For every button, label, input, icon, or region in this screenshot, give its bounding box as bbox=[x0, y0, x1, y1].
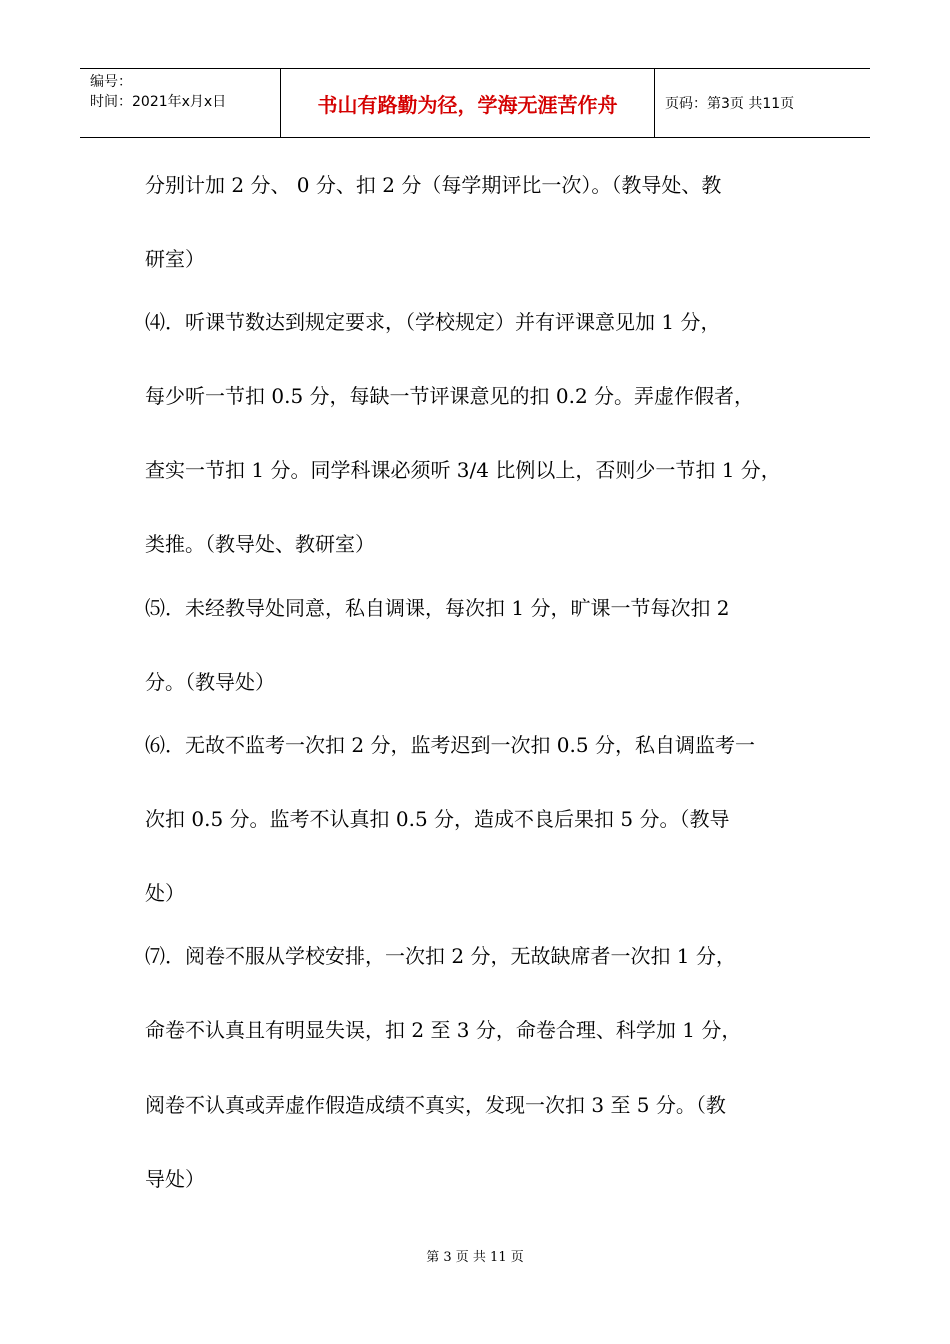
page-header bbox=[80, 68, 870, 138]
body-line: 处） bbox=[145, 881, 185, 905]
body-line: 命卷不认真且有明显失误，扣 2 至 3 分，命卷合理、科学加 1 分， bbox=[145, 1018, 742, 1042]
header-meta bbox=[80, 69, 281, 137]
header-motto: 书山有路勤为径，学海无涯苦作舟 bbox=[281, 69, 655, 137]
body-line: 每少听一节扣 0.5 分，每缺一节评课意见的扣 0.2 分。弄虚作假者， bbox=[145, 384, 755, 408]
header-page-info: 页码：第3页 共11页 bbox=[665, 96, 795, 112]
body-line: ⑸．未经教导处同意，私自调课，每次扣 1 分，旷课一节每次扣 2 bbox=[145, 596, 730, 620]
body-line: 阅卷不认真或弄虚作假造成绩不真实，发现一次扣 3 至 5 分。（教 bbox=[145, 1093, 726, 1117]
number-label: 编号： bbox=[90, 74, 132, 90]
body-line: ⑺．阅卷不服从学校安排，一次扣 2 分，无故缺席者一次扣 1 分， bbox=[145, 944, 736, 968]
time-label: 时间：2021年x月x日 bbox=[90, 94, 227, 110]
body-line: ⑷．听课节数达到规定要求，（学校规定）并有评课意见加 1 分， bbox=[145, 310, 721, 334]
body-line: ⑹．无故不监考一次扣 2 分，监考迟到一次扣 0.5 分，私自调监考一 bbox=[145, 733, 755, 757]
body-line: 次扣 0.5 分。监考不认真扣 0.5 分，造成不良后果扣 5 分。（教导 bbox=[145, 807, 730, 831]
body-line: 分别计加 2 分、 0 分、扣 2 分（每学期评比一次）。（教导处、教 bbox=[145, 173, 722, 197]
body-line: 导处） bbox=[145, 1167, 205, 1191]
body-line: 类推。（教导处、教研室） bbox=[145, 532, 375, 556]
body-line: 分。（教导处） bbox=[145, 670, 275, 694]
body-line: 研室） bbox=[145, 247, 205, 271]
page-footer: 第 3 页 共 11 页 bbox=[426, 1250, 524, 1265]
body-line: 查实一节扣 1 分。同学科课必须听 3/4 比例以上，否则少一节扣 1 分， bbox=[145, 458, 781, 482]
